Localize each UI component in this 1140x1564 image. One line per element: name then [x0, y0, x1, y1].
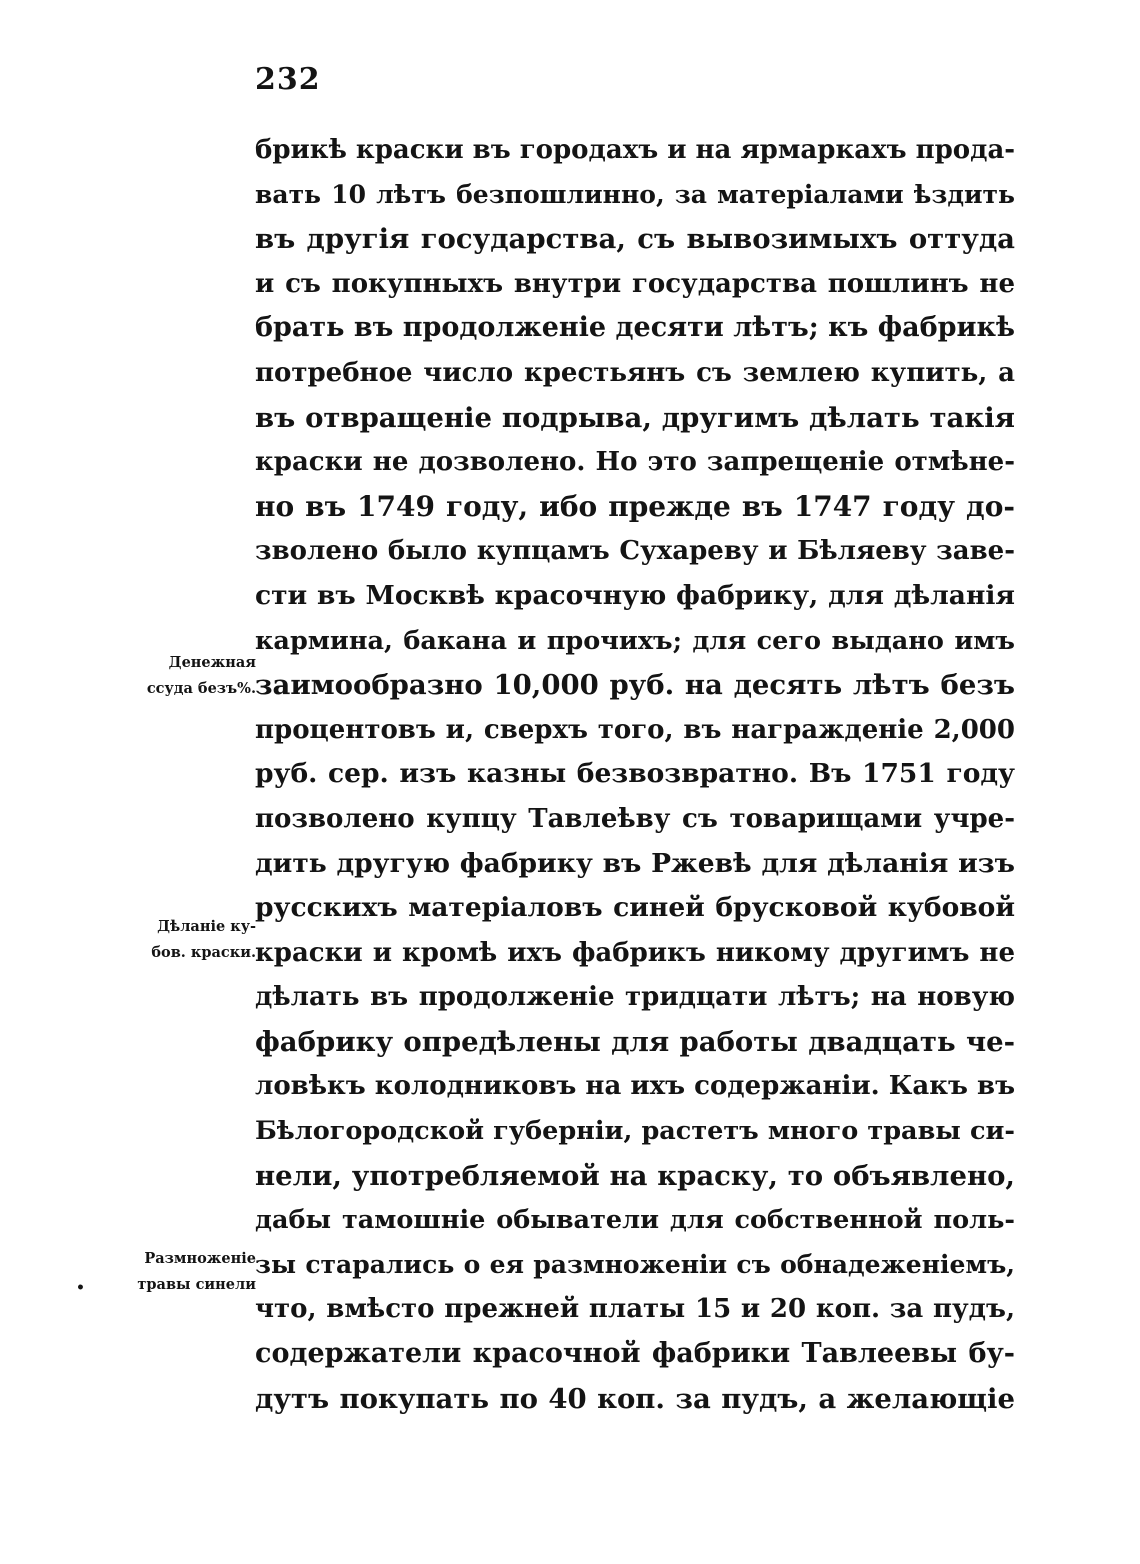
text-line: вать 10 лѣтъ безпошлинно, за матеріалами ѣздить: [255, 179, 1015, 209]
text-line: Бѣлогородской губерніи, растетъ много травы си-: [255, 1116, 1015, 1147]
text-line: въ другія государства, съ вывозимыхъ оттуда: [255, 223, 1015, 256]
text-line: зы старались о ея размноженіи съ обнадеженіемъ,: [255, 1249, 1015, 1279]
text-line: потребное число крестьянъ съ землею купить, а: [255, 357, 1015, 388]
text-line: въ отвращеніе подрыва, другимъ дѣлать такія: [255, 401, 1015, 434]
text-line: что, вмѣсто прежней платы 15 и 20 коп. за пудъ,: [255, 1294, 1015, 1325]
bullet-mark: •: [76, 1280, 85, 1296]
text-line: сти въ Москвѣ красочную фабрику, для дѣланія: [255, 579, 1015, 611]
text-line: ловѣкъ колодниковъ на ихъ содержаніи. Какъ въ: [255, 1071, 1016, 1102]
text-line: фабрику опредѣлены для работы двадцать че-: [255, 1025, 1015, 1058]
margin-note-line: бов. краски.: [151, 944, 256, 961]
text-line: и съ покупныхъ внутри государства пошлинъ не: [255, 268, 1015, 299]
text-line: дутъ покупать по 40 коп. за пудъ, а желающіе: [255, 1382, 1015, 1415]
margin-note-loan: [112, 650, 256, 702]
margin-note-line: ссуда безъ%.: [146, 680, 256, 697]
text-line: краски не дозволено. Но это запрещеніе отмѣне-: [255, 447, 1015, 478]
text-line: процентовъ и, сверхъ того, въ награжденіе 2,000: [255, 714, 1015, 745]
margin-note-dye-making: [112, 914, 256, 966]
margin-note-line: Дѣланіе ку-: [157, 918, 256, 935]
text-line: зволено было купцамъ Сухареву и Бѣляеву заве-: [255, 536, 1015, 567]
body-text: [255, 128, 1015, 1421]
page-number: 232: [255, 62, 321, 97]
text-line: дабы тамошніе обыватели для собственной поль-: [255, 1205, 1015, 1236]
text-line: дѣлать въ продолженіе тридцати лѣтъ; на новую: [255, 982, 1015, 1013]
text-line: брикѣ краски въ городахъ и на ярмаркахъ прода-: [255, 135, 1016, 165]
text-line: краски и кромѣ ихъ фабрикъ никому другимъ не: [255, 937, 1015, 968]
text-line: кармина, бакана и прочихъ; для сего выдано имъ: [255, 625, 1015, 656]
text-line: содержатели красочной фабрики Тавлеевы бу-: [255, 1338, 1015, 1370]
text-line: нели, употребляемой на краску, то объявлено,: [255, 1159, 1015, 1192]
text-line: руб. сер. изъ казны безвозвратно. Въ 1751 году: [255, 758, 1015, 790]
margin-note-woad-propagation: [112, 1246, 256, 1298]
text-line: русскихъ матеріаловъ синей брусковой кубовой: [255, 892, 1015, 924]
text-line: но въ 1749 году, ибо прежде въ 1747 году до-: [255, 489, 1015, 523]
margin-note-line: Денежная: [168, 654, 256, 671]
margin-note-line: Размноженіе: [144, 1250, 256, 1267]
text-line: брать въ продолженіе десяти лѣтъ; къ фабрикѣ: [255, 312, 1015, 344]
text-line: заимообразно 10,000 руб. на десять лѣтъ безъ: [255, 669, 1015, 702]
text-line: позволено купцу Тавлеѣву съ товарищами учре-: [255, 803, 1015, 834]
margin-note-line: травы синели: [137, 1276, 256, 1293]
text-line: дить другую фабрику въ Ржевѣ для дѣланія изъ: [255, 847, 1015, 879]
